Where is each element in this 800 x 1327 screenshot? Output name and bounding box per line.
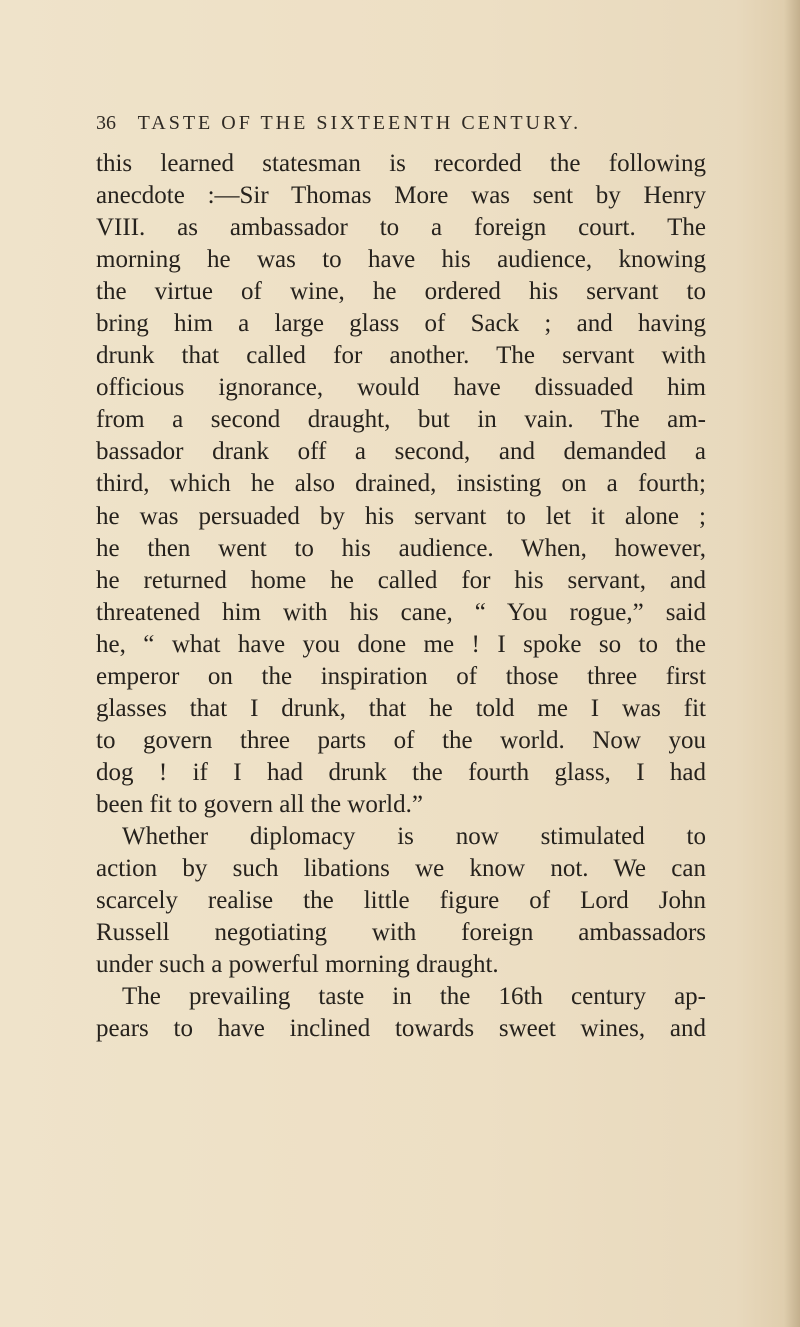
text-line: he then went to his audience. When, however,	[96, 534, 706, 562]
text-line: The prevailing taste in the 16th century ap-	[122, 983, 706, 1011]
text-line: he was persuaded by his servant to let it alone ;	[96, 502, 706, 530]
text-line: Russell negotiating with foreign ambassadors	[96, 919, 706, 947]
text-line: bassador drank off a second, and demanded a	[96, 438, 706, 466]
text-line: bring him a large glass of Sack ; and having	[96, 310, 706, 338]
text-line: scarcely realise the little figure of Lord John	[96, 887, 706, 915]
text-line: drunk that called for another. The servant with	[96, 342, 706, 370]
text-line: anecdote :—Sir Thomas More was sent by Henry	[96, 182, 706, 210]
text-line: third, which he also drained, insisting on a fourth;	[96, 470, 706, 498]
text-line: threatened him with his cane, “ You rogue,” said	[96, 598, 706, 626]
running-title: TASTE OF THE SIXTEENTH CENTURY.	[137, 112, 582, 134]
text-line: dog ! if I had drunk the fourth glass, I had	[96, 758, 706, 786]
text-line: officious ignorance, would have dissuaded him	[96, 374, 706, 402]
text-line: he returned home he called for his servant, and	[96, 566, 706, 594]
page-number: 36	[96, 112, 116, 134]
text-line: pears to have inclined towards sweet wines, and	[96, 1015, 706, 1043]
text-line: under such a powerful morning draught.	[96, 951, 499, 979]
text-line: to govern three parts of the world. Now you	[96, 726, 706, 754]
text-line: this learned statesman is recorded the following	[96, 150, 706, 177]
body-text	[96, 148, 706, 1045]
text-line: the virtue of wine, he ordered his servant to	[96, 278, 706, 306]
text-line: VIII. as ambassador to a foreign court. The	[96, 214, 706, 242]
text-line: from a second draught, but in vain. The am-	[96, 406, 706, 434]
text-line: he, “ what have you done me ! I spoke so to the	[96, 630, 706, 658]
text-line: action by such libations we know not. We can	[96, 855, 706, 883]
page-edge-shadow	[784, 0, 800, 1327]
text-line: been fit to govern all the world.”	[96, 790, 423, 818]
text-line: emperor on the inspiration of those three first	[96, 662, 706, 690]
text-line: glasses that I drunk, that he told me I was fit	[96, 694, 706, 722]
text-line: Whether diplomacy is now stimulated to	[122, 822, 706, 850]
page-header	[96, 112, 716, 135]
text-line: morning he was to have his audience, knowing	[96, 246, 706, 274]
